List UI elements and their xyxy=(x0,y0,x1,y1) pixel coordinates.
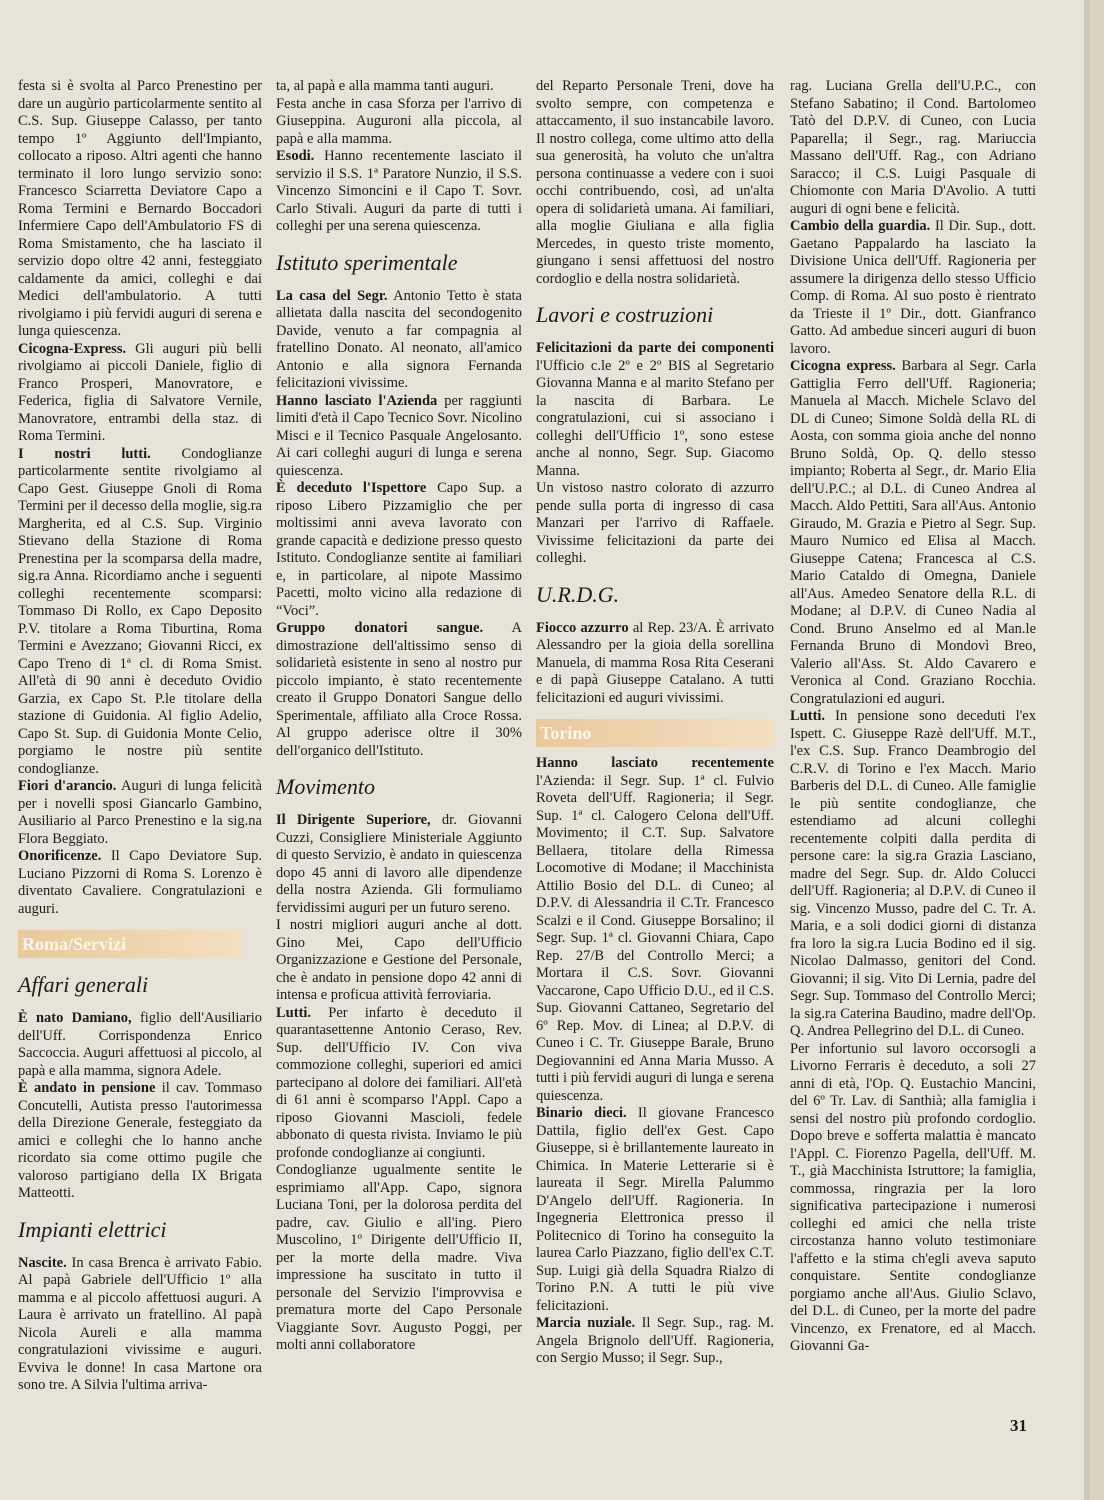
affari-block xyxy=(18,1010,262,1203)
paragraph xyxy=(790,1041,1036,1356)
section-title-affari-generali: Affari generali xyxy=(18,972,149,997)
paragraph-text: Antonio Tetto è stata allietata dalla nascita del secondogenito Davide, venuto a far compagnia al fratellino Donato. Al neonato, all'amico Antonio e alla signora Fernanda felicitazioni vivissime. xyxy=(276,287,522,391)
impianti-block xyxy=(18,1255,262,1395)
paragraph-lead: È deceduto l'Ispettore xyxy=(276,480,427,496)
paragraph-text: Il giovane Francesco Dattila, figlio dell'ex Gest. Capo Giuseppe, si è brillantemente laureato in Chimica. In Materie Letterarie si è laureata il Segr. Mirella Palummo D'Angelo dell'Uff. Ragioneria. In Ingegneria Elettronica presso il Politecnico di Torino ha conseguito la laurea Carlo Piazzano, figlio dell'ex C.T. Sup. Luigi già della Squadra Rialzo di Torino P.N. A tutti le più vive felicitazioni. xyxy=(536,1105,774,1314)
paragraph-text: Auguri di lunga felicità per i novelli sposi Giancarlo Gambino, Ausiliario al Parco Prenestino e la sig.na Flora Beggiato. xyxy=(18,778,262,847)
istituto-block xyxy=(276,288,522,761)
paragraph-lead: Lutti. xyxy=(276,1004,312,1021)
section-title-movimento: Movimento xyxy=(276,774,375,799)
paragraph xyxy=(536,755,774,1105)
paragraph-text: Il Capo Deviatore Sup. Luciano Pizzorni di Roma S. Lorenzo è diventato Cavaliere. Congratulazioni e auguri. xyxy=(18,848,262,917)
section-title-urdg: U.R.D.G. xyxy=(536,581,620,607)
paragraph-lead: Onorificenze. xyxy=(18,848,102,864)
paragraph xyxy=(18,1010,262,1080)
paragraph-text: Festa anche in casa Sforza per l'arrivo di Giuseppina. Auguroni alla piccola, al papà e alla mamma. xyxy=(276,95,522,147)
paragraph-lead: Nascite. xyxy=(18,1254,67,1271)
paragraph-text: Un vistoso nastro colorato di azzurro pende sulla porta di ingresso di casa Manzari per l'arrivo di Raffaele. Vivissime felicitazioni da parte dei colleghi. xyxy=(536,480,774,566)
paragraph-lead: Hanno lasciato recentemente xyxy=(536,755,774,771)
paragraph xyxy=(536,620,774,708)
section-band-roma-servizi: Roma/Servizi xyxy=(18,930,242,958)
paragraph xyxy=(536,1105,774,1315)
col4-block xyxy=(790,78,1036,1356)
paragraph xyxy=(276,917,522,1005)
col3a-block xyxy=(536,78,774,288)
paragraph-lead: I nostri lutti. xyxy=(18,445,151,462)
paragraph xyxy=(536,480,774,568)
paragraph-lead: Hanno lasciato l'Azienda xyxy=(276,392,438,409)
paragraph xyxy=(536,78,774,288)
paragraph xyxy=(276,148,522,236)
paragraph xyxy=(18,341,262,446)
paragraph-text: al Rep. 23/A. È arrivato Alessandro per la gioia della sorellina Manuela, di mamma Rosa Rita Ceserani e di papà Giuseppe Catalano. A tutti felicitazioni ed auguri vivissimi. xyxy=(536,619,775,706)
section-band-torino: Torino xyxy=(536,719,774,747)
paragraph xyxy=(276,393,522,481)
paragraph-text: Hanno recentemente lasciato il servizio il S.S. 1ª Paratore Nunzio, il S.S. Vincenzo Simoncini e il Capo T. Sovr. Carlo Stivali. Auguri da parte di tutti i colleghi per una serena quiescenza. xyxy=(276,148,522,234)
paragraph-lead: Fiori d'arancio. xyxy=(18,778,117,794)
paragraph-text: Condoglianze particolarmente sentite rivolgiamo al Capo Gest. Giuseppe Gnoli di Roma Termini per il decesso della moglie, sig.ra Margherita, ed al C.S. Sup. Virginio Stievano della Stazione di Roma Prenestina per la scomparsa della madre, sig.ra Anna. Ricordiamo anche i seguenti colleghi recentemente scomparsi: Tommaso Di Rollo, ex Capo Deposito P.V. titolare a Roma Tiburtina, Roma Termini e Avezzano; Giovanni Ricci, ex Capo Treno di 1ª cl. di Roma Smist. All'età di 90 anni è deceduto Ovidio Garzia, ex Capo St. P.le titolare della stazione di Guidonia. Al figlio Adelio, Capo St. Sup. di Guidonia Monte Celio, porgiamo le nostre più sentite condoglianze. xyxy=(18,445,262,777)
movimento-block xyxy=(276,812,522,1355)
paragraph xyxy=(790,218,1036,358)
paragraph-text: Il Segr. Sup., rag. M. Angela Brignolo dell'Uff. Ragioneria, con Sergio Musso; il Segr. Sup., xyxy=(536,1315,775,1366)
paragraph xyxy=(276,620,522,760)
paragraph-text: l'Azienda: il Segr. Sup. 1ª cl. Fulvio Roveta dell'Uff. Ragioneria; il Segr. Sup. 1ª cl. Calogero Celona dell'Uff. Movimento; il C.T. Sup. Salvatore Bellaera, titolare della Rimessa Locomotive di Modane; il Macchinista Attilio Bosio del D.L. di Cuneo; al D.P.V. di Alessandria il C.Tr. Francesco Scalzi e il Cond. Giuseppe Borsalino; il Segr. Sup. 1ª cl. Giovanni Chiara, Capo Rep. 27/B del Controllo Merci; a Mortara il C.S. Sovr. Giovanni Vaccarone, Capo Ufficio D.U., ed il C.S. Sup. Giovanni Cattaneo, Segretario del 6º Rep. Mov. di Linea; al D.P.V. di Cuneo i C. Tr. Giuseppe Barale, Bruno Degiovannini ed Anna Maria Musso. A tutti i più fervidi auguri di lunga e serena quiescenza. xyxy=(536,772,774,1104)
paragraph-text: Il Dir. Sup., dott. Gaetano Pappalardo ha lasciato la Divisione Unica dell'Uff. Ragioneria per assumere la dirigenza dello stesso Ufficio Comp. di Roma. Al suo posto è rientrato da Trieste il 1º Dir., dott. Gianfranco Gatto. Ad ambedue sinceri auguri di buon lavoro. xyxy=(790,218,1036,357)
paragraph xyxy=(790,708,1036,1041)
paragraph-lead: È nato Damiano, xyxy=(18,1010,132,1026)
torino-block xyxy=(536,755,774,1368)
paragraph xyxy=(18,446,262,779)
paragraph xyxy=(276,1005,522,1163)
paragraph-text: festa si è svolta al Parco Prenestino per dare un augùrio particolarmente sentito al C.S. Sup. Giuseppe Calasso, per tanto tempo 1º Aggiunto dell'Impianto, collocato a riposo. Altri agenti che hanno terminato il loro lungo servizio sono: Francesco Sciarretta Deviatore Capo a Roma Termini e Bernardo Boccadori Infermiere Capo dell'Ambulatorio FS di Roma Smistamento, che ha lasciato il servizio dopo oltre 42 anni, festeggiato caldamente da amici, colleghi e dai Medici dell'ambulatorio. A tutti rivolgiamo i più fervidi auguri di serena e lunga quiescenza. xyxy=(18,78,262,339)
paragraph-lead: È andato in pensione xyxy=(18,1080,156,1096)
paragraph xyxy=(18,778,262,848)
col1-block xyxy=(18,78,262,918)
paragraph-text: dr. Giovanni Cuzzi, Consigliere Ministeriale Aggiunto di questo Servizio, è andato in quiescenza dopo 45 anni di lavoro alle dipendenze della nostra Azienda. Gli formuliamo fervidissimi auguri per un futuro sereno. xyxy=(276,812,523,916)
paragraph xyxy=(18,1255,262,1395)
paragraph-text: del Reparto Personale Treni, dove ha svolto sempre, con competenza e attaccamento, il suo instancabile lavoro. Il nostro collega, come ultimo atto della sua generosità, ha voluto che un'altra persona continuasse a vedere con i suoi occhi contribuendo, così, ad un'alta opera di solidarietà umana. Ai familiari, alla moglie Giuliana e alla figlia Mercedes, in questo triste momento, giungano i sensi affettuosi del nostro cordoglio e della nostra solidarietà. xyxy=(536,78,774,287)
column-3 xyxy=(536,78,774,1368)
paragraph-text: ta, al papà e alla mamma tanti auguri. xyxy=(276,78,494,94)
paragraph-text: l'Ufficio c.le 2º e 2º BIS al Segretario Giovanna Manna e al marito Stefano per la nascita di Barbara. Le congratulazioni, cui si associano i colleghi dell'Ufficio 1º, sono estese anche al nonno, Segr. Sup. Giacomo Manna. xyxy=(536,357,774,479)
paragraph xyxy=(276,1162,522,1355)
paragraph-text: rag. Luciana Grella dell'U.P.C., con Stefano Sabatino; il Cond. Bartolomeo Tatò del D.P.V. di Cuneo, con Lucia Paparella; il Segr., rag. Mariuccia Massano dell'Uff. Rag., con Adriano Saracco; il C.S. Luigi Pasquale di Chiomonte con Maria D'Avolio. A tutti auguri di ogni bene e felicità. xyxy=(790,78,1036,217)
paragraph xyxy=(790,358,1036,708)
paragraph-text: il cav. Tommaso Concutelli, Autista presso l'autorimessa della Direzione Generale, festeggiato da amici e colleghi che lo hanno anche ricordato sia come ottimo pugile che valoroso partigiano della IX Brigata Matteotti. xyxy=(18,1080,262,1201)
section-title-lavori-costruzioni: Lavori e costruzioni xyxy=(536,302,714,327)
paragraph-text: A dimostrazione dell'altissimo senso di solidarietà esistente in seno al nostro pur piccolo impianto, è stato recentemente creato il Gruppo Donatori Sangue dello Sperimentale, affiliato alla Croce Rossa. Al gruppo aderisce oltre il 30% dell'organico dell'Istituto. xyxy=(276,620,522,759)
column-4 xyxy=(790,78,1036,1356)
paragraph-lead: Il Dirigente Superiore, xyxy=(276,812,431,828)
paragraph-text: Gli auguri più belli rivolgiamo ai piccoli Daniele, figlio di Franco Prosperi, Manovratore, e Federica, figlia di Salvatore Vernile, Manovratore, entrambi della staz. di Roma Termini. xyxy=(18,340,262,444)
section-title-impianti-elettrici: Impianti elettrici xyxy=(18,1216,167,1242)
column-2 xyxy=(276,78,522,1355)
paragraph xyxy=(276,288,522,393)
paragraph-text: In casa Brenca è arrivato Fabio. Al papà Gabriele dell'Ufficio 1º alla mamma e al piccolo affettuosi auguri. A Laura è arrivato un fratellino. Al papà Nicola Aureli e alla mamma congratulazioni vivissime e auguri. Evviva le donne! In casa Martone ora sono tre. A Silvia l'ultima arriva- xyxy=(18,1254,262,1393)
paragraph-lead: Felicitazioni da parte dei componenti xyxy=(536,340,774,356)
paragraph-lead: Binario dieci. xyxy=(536,1105,627,1121)
paragraph-text: per raggiunti limiti d'età il Capo Tecnico Sovr. Nicolino Misci e il Tecnico Pasquale Angelosanto. Ai cari colleghi auguri di lunga e serena quiescenza. xyxy=(276,392,522,479)
paragraph-text: Per infarto è deceduto il quarantasettenne Antonio Ceraso, Rev. Sup. dell'Ufficio IV. Con viva commozione colleghi, superiori ed amici partecipano al dolore dei familiari. All'età di 61 anni è scomparso l'Appl. Capo a riposo Giovanni Mascioli, fedele abbonato di questa rivista. Inviamo le più profonde condoglianze ai congiunti. xyxy=(276,1004,522,1161)
paragraph xyxy=(18,848,262,918)
paragraph-text: I nostri migliori auguri anche al dott. Gino Mei, Capo dell'Ufficio Organizzazione e Gestione del Personale, che è andato in pensione dopo 42 anni di intensa e proficua attività ferroviaria. xyxy=(276,917,522,1003)
paragraph-text: Capo Sup. a riposo Libero Pizzamiglio che per moltissimi anni aveva lavorato con grande capacità e dedizione presso questo Istituto. Condoglianze sentite ai familiari e, in particolare, al nipote Massimo Pacetti, molto vicino alla redazione di “Voci”. xyxy=(276,480,522,619)
paragraph-lead: Fiocco azzurro xyxy=(536,619,629,636)
col2a-block xyxy=(276,78,522,236)
paragraph-text: Condoglianze ugualmente sentite le esprimiamo all'App. Capo, signora Luciana Toni, per la dolorosa perdita del padre, cav. Giulio e all'ing. Piero Muscolino, 1º Dirigente dell'Ufficio II, per la morte della madre. Viva impressione ha suscitato in tutto il personale del Servizio l'improvvisa e prematura morte del Capo Personale Viaggiante Sovr. Augusto Poggi, per molti anni collaboratore xyxy=(276,1162,522,1353)
paragraph-lead: La casa del Segr. xyxy=(276,287,388,304)
paragraph-lead: Cicogna express. xyxy=(790,358,896,374)
urdg-block xyxy=(536,620,774,708)
column-1 xyxy=(18,78,262,1395)
paragraph-lead: Esodi. xyxy=(276,148,315,164)
paragraph xyxy=(18,78,262,341)
page-number: 31 xyxy=(1010,1416,1027,1435)
paragraph xyxy=(276,812,522,917)
paragraph xyxy=(790,78,1036,218)
section-title-istituto-sperimentale: Istituto sperimentale xyxy=(276,249,458,275)
paragraph xyxy=(276,480,522,620)
paragraph-lead: Marcia nuziale. xyxy=(536,1315,636,1331)
paragraph xyxy=(18,1080,262,1203)
lavori-block xyxy=(536,340,774,568)
paragraph-lead: Cambio della guardia. xyxy=(790,218,931,234)
paragraph xyxy=(276,96,522,149)
paragraph-text: Barbara al Segr. Carla Gattiglia Ferro dell'Uff. Ragioneria; Manuela al Macch. Michele Sclavo del DL di Cuneo; Simone Soldà della RL di Aosta, con somma gioia anche del nonno Bruno Soldà, Op. Q. dello stesso impianto; Roberta al Segr., dr. Mario Elia dell'U.P.C.; al D.L. di Cuneo Andrea al Macch. Aldo Pettiti, Sara all'Aus. Antonio Giraudo, M. Grazia e Pietro al Segr. Sup. Mauro Numico ed Elisa al Macch. Giuseppe Catena; Francesca al C.S. Mario Cataldo di Omegna, Daniele all'Aus. Amedeo Senatore della R.L. di Modane; al D.P.V. di Cuneo Nadia al Cond. Bruno Anselmo ed al Man.le Fernanda Bruno di Mondovì Breo, Valerio all'Ass. St. Aldo Cavarero e Veronica al Cond. Graziano Rocchia. Congratulazioni ed auguri. xyxy=(790,358,1037,707)
paragraph-text: figlio dell'Ausiliario dell'Uff. Corrispondenza Enrico Saccoccia. Auguri affettuosi al piccolo, al papà e alla mamma, signora Adele. xyxy=(18,1010,262,1079)
paragraph xyxy=(536,1315,774,1368)
paragraph-lead: Cicogna-Express. xyxy=(18,340,127,357)
paragraph xyxy=(536,340,774,480)
paragraph-lead: Lutti. xyxy=(790,708,826,724)
paragraph-text: Per infortunio sul lavoro occorsogli a Livorno Ferraris è deceduto, a soli 27 anni di età, l'Op. Q. Eustachio Mancini, del 6º Tr. Lav. di Santhià; alla famiglia i sensi del nostro più profondo cordoglio. Dopo breve e sofferta malattia è mancato l'Appl. C. Fiorenzo Pagella, dell'Uff. M. T., già Macchinista Istruttore; la famiglia, commossa, ringrazia per la loro significativa partecipazione i numerosi colleghi ed amici che nella triste circostanza hanno voluto testimoniare l'affetto e la stima ch'egli aveva saputo conquistare. Sentite condoglianze porgiamo anche all'Aus. Giulio Sclavo, del D.L. di Cuneo, per la morte del padre Vincenzo, ex Frenatore, ed al Macch. Giovanni Ga- xyxy=(790,1040,1036,1354)
paragraph xyxy=(276,78,522,96)
paragraph-lead: Gruppo donatori sangue. xyxy=(276,620,484,636)
paragraph-text: In pensione sono deceduti l'ex Ispett. C. Giuseppe Razè dell'Uff. M.T., l'ex C.S. Sup. Franco Deambrogio del C.R.V. di Torino e l'ex Macch. Mario Barberis del D.L. di Cuneo. Alle famiglie le più sentite condoglianze, che estendiamo ad alcuni colleghi recentemente colpiti dalla perdita di persone care: la sig.ra Grazia Lasciano, madre del Segr. Sup. dr. Aldo Colucci dell'Uff. Ragioneria; al D.P.V. di Cuneo il sig. Vincenzo Musso, padre del C. Tr. A. Maria, e a soli dodici giorni di distanza fra loro la sig.ra Lucia Bodino ed il sig. Nicolao Dalmasso, genitori del Cond. Giovanni; il sig. Vito Di Lernia, padre del Segr. Sup. Tommaso del Controllo Merci; la sig.ra Caterina Baudino, madre dell'Op. Q. Andrea Pellegrino del D.L. di Cuneo. xyxy=(790,708,1036,1039)
